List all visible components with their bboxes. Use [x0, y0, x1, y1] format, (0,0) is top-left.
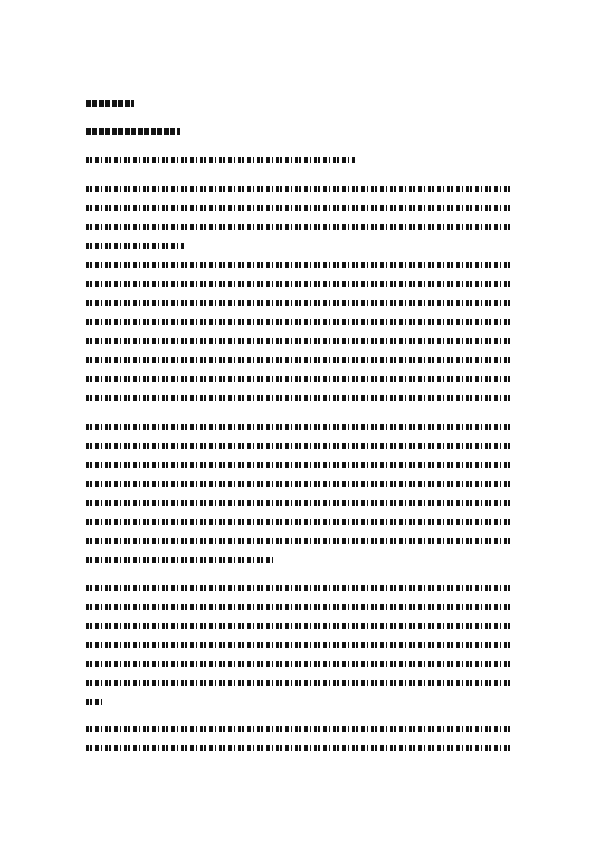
text-line [86, 319, 512, 325]
text-line [86, 395, 512, 401]
text-line [86, 338, 512, 344]
text-line [86, 585, 512, 591]
text-line [86, 376, 512, 382]
text-line [86, 205, 512, 211]
text-line [86, 604, 512, 610]
text-line [86, 642, 512, 648]
text-line [86, 424, 512, 430]
text-line [86, 557, 274, 563]
text-line [86, 623, 512, 629]
text-line [86, 726, 512, 732]
text-line [86, 357, 512, 363]
text-line [86, 680, 512, 686]
text-line [86, 661, 512, 667]
text-line [86, 224, 512, 230]
text-line [86, 519, 512, 525]
text-line [86, 262, 512, 268]
text-line [86, 699, 102, 705]
text-line [86, 745, 512, 751]
text-line [86, 281, 512, 287]
text-line [86, 443, 512, 449]
text-line [86, 462, 512, 468]
text-line [86, 186, 512, 192]
text-line [86, 243, 184, 249]
header-line-2 [86, 128, 180, 135]
text-line [86, 538, 512, 544]
header-line-1 [86, 100, 134, 107]
text-line [86, 500, 512, 506]
header-line-3 [86, 157, 356, 163]
text-line [86, 481, 512, 487]
text-line [86, 300, 512, 306]
